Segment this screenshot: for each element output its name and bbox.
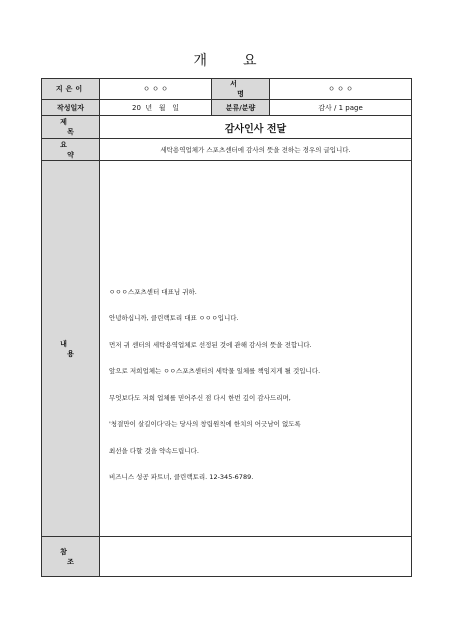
content-line: ㅇㅇㅇ스포츠센터 대표님 귀하. [109, 287, 197, 296]
content-line: 최선을 다할 것을 약속드립니다. [109, 446, 199, 455]
category-label: 분류/분량 [212, 100, 270, 116]
title-part-2: 요 [243, 53, 257, 69]
document-title [0, 50, 450, 70]
reference-label: 참 조 [60, 547, 88, 566]
content-body [100, 161, 412, 537]
reference-value [100, 537, 412, 577]
signature-value: ㅇ ㅇ ㅇ [270, 79, 412, 100]
subject-row [42, 116, 412, 139]
subject-label: 제 목 [60, 118, 88, 136]
date-value: 20 년 월 일 [100, 100, 212, 116]
summary-form-table [41, 78, 412, 577]
title-part-1: 개 [193, 53, 207, 69]
summary-label-cell [42, 139, 100, 161]
summary-row [42, 139, 412, 161]
content-label-cell [42, 161, 100, 537]
reference-label-cell [42, 537, 100, 577]
reference-row [42, 537, 412, 577]
content-row [42, 161, 412, 537]
date-label: 작성일자 [42, 100, 100, 116]
author-label-cell [42, 79, 100, 100]
author-value: ㅇ ㅇ ㅇ [100, 79, 212, 100]
content-lines [103, 199, 408, 499]
subject-label-cell [42, 116, 100, 139]
author-label: 지은이 [55, 85, 86, 93]
summary-label: 요 약 [60, 140, 88, 159]
summary-value: 세탁용역업체가 스포츠센터에 감사의 뜻을 전하는 경우의 글입니다. [100, 139, 412, 161]
signature-label: 서 명 [230, 80, 258, 98]
content-line: 앞으로 저희업체는 ㅇㅇ스포츠센터의 세탁물 일체를 책임지게 될 것입니다. [109, 367, 321, 375]
content-line: 안녕하십니까, 클린랙토리 대표 ㅇㅇㅇ입니다. [109, 314, 239, 322]
signature-label-cell [212, 79, 270, 100]
content-line: 무엇보다도 저희 업체를 믿어주신 점 다시 한번 깊이 감사드리며, [109, 393, 291, 402]
category-value: 감사 / 1 page [270, 100, 412, 116]
content-line: 비즈니스 성공 파트너, 클린랙토리. 12-345-6789. [109, 473, 254, 481]
content-line: '청결만이 살길이다'라는 당사의 창립원칙에 한치의 어긋남이 없도록 [109, 420, 301, 428]
author-row [42, 79, 412, 100]
subject-value: 감사인사 전달 [100, 116, 412, 139]
content-line: 먼저 귀 센터의 세탁용역업체로 선정된 것에 관해 감사의 뜻을 전합니다. [109, 340, 312, 349]
date-row [42, 100, 412, 116]
content-label: 내 용 [60, 339, 88, 358]
